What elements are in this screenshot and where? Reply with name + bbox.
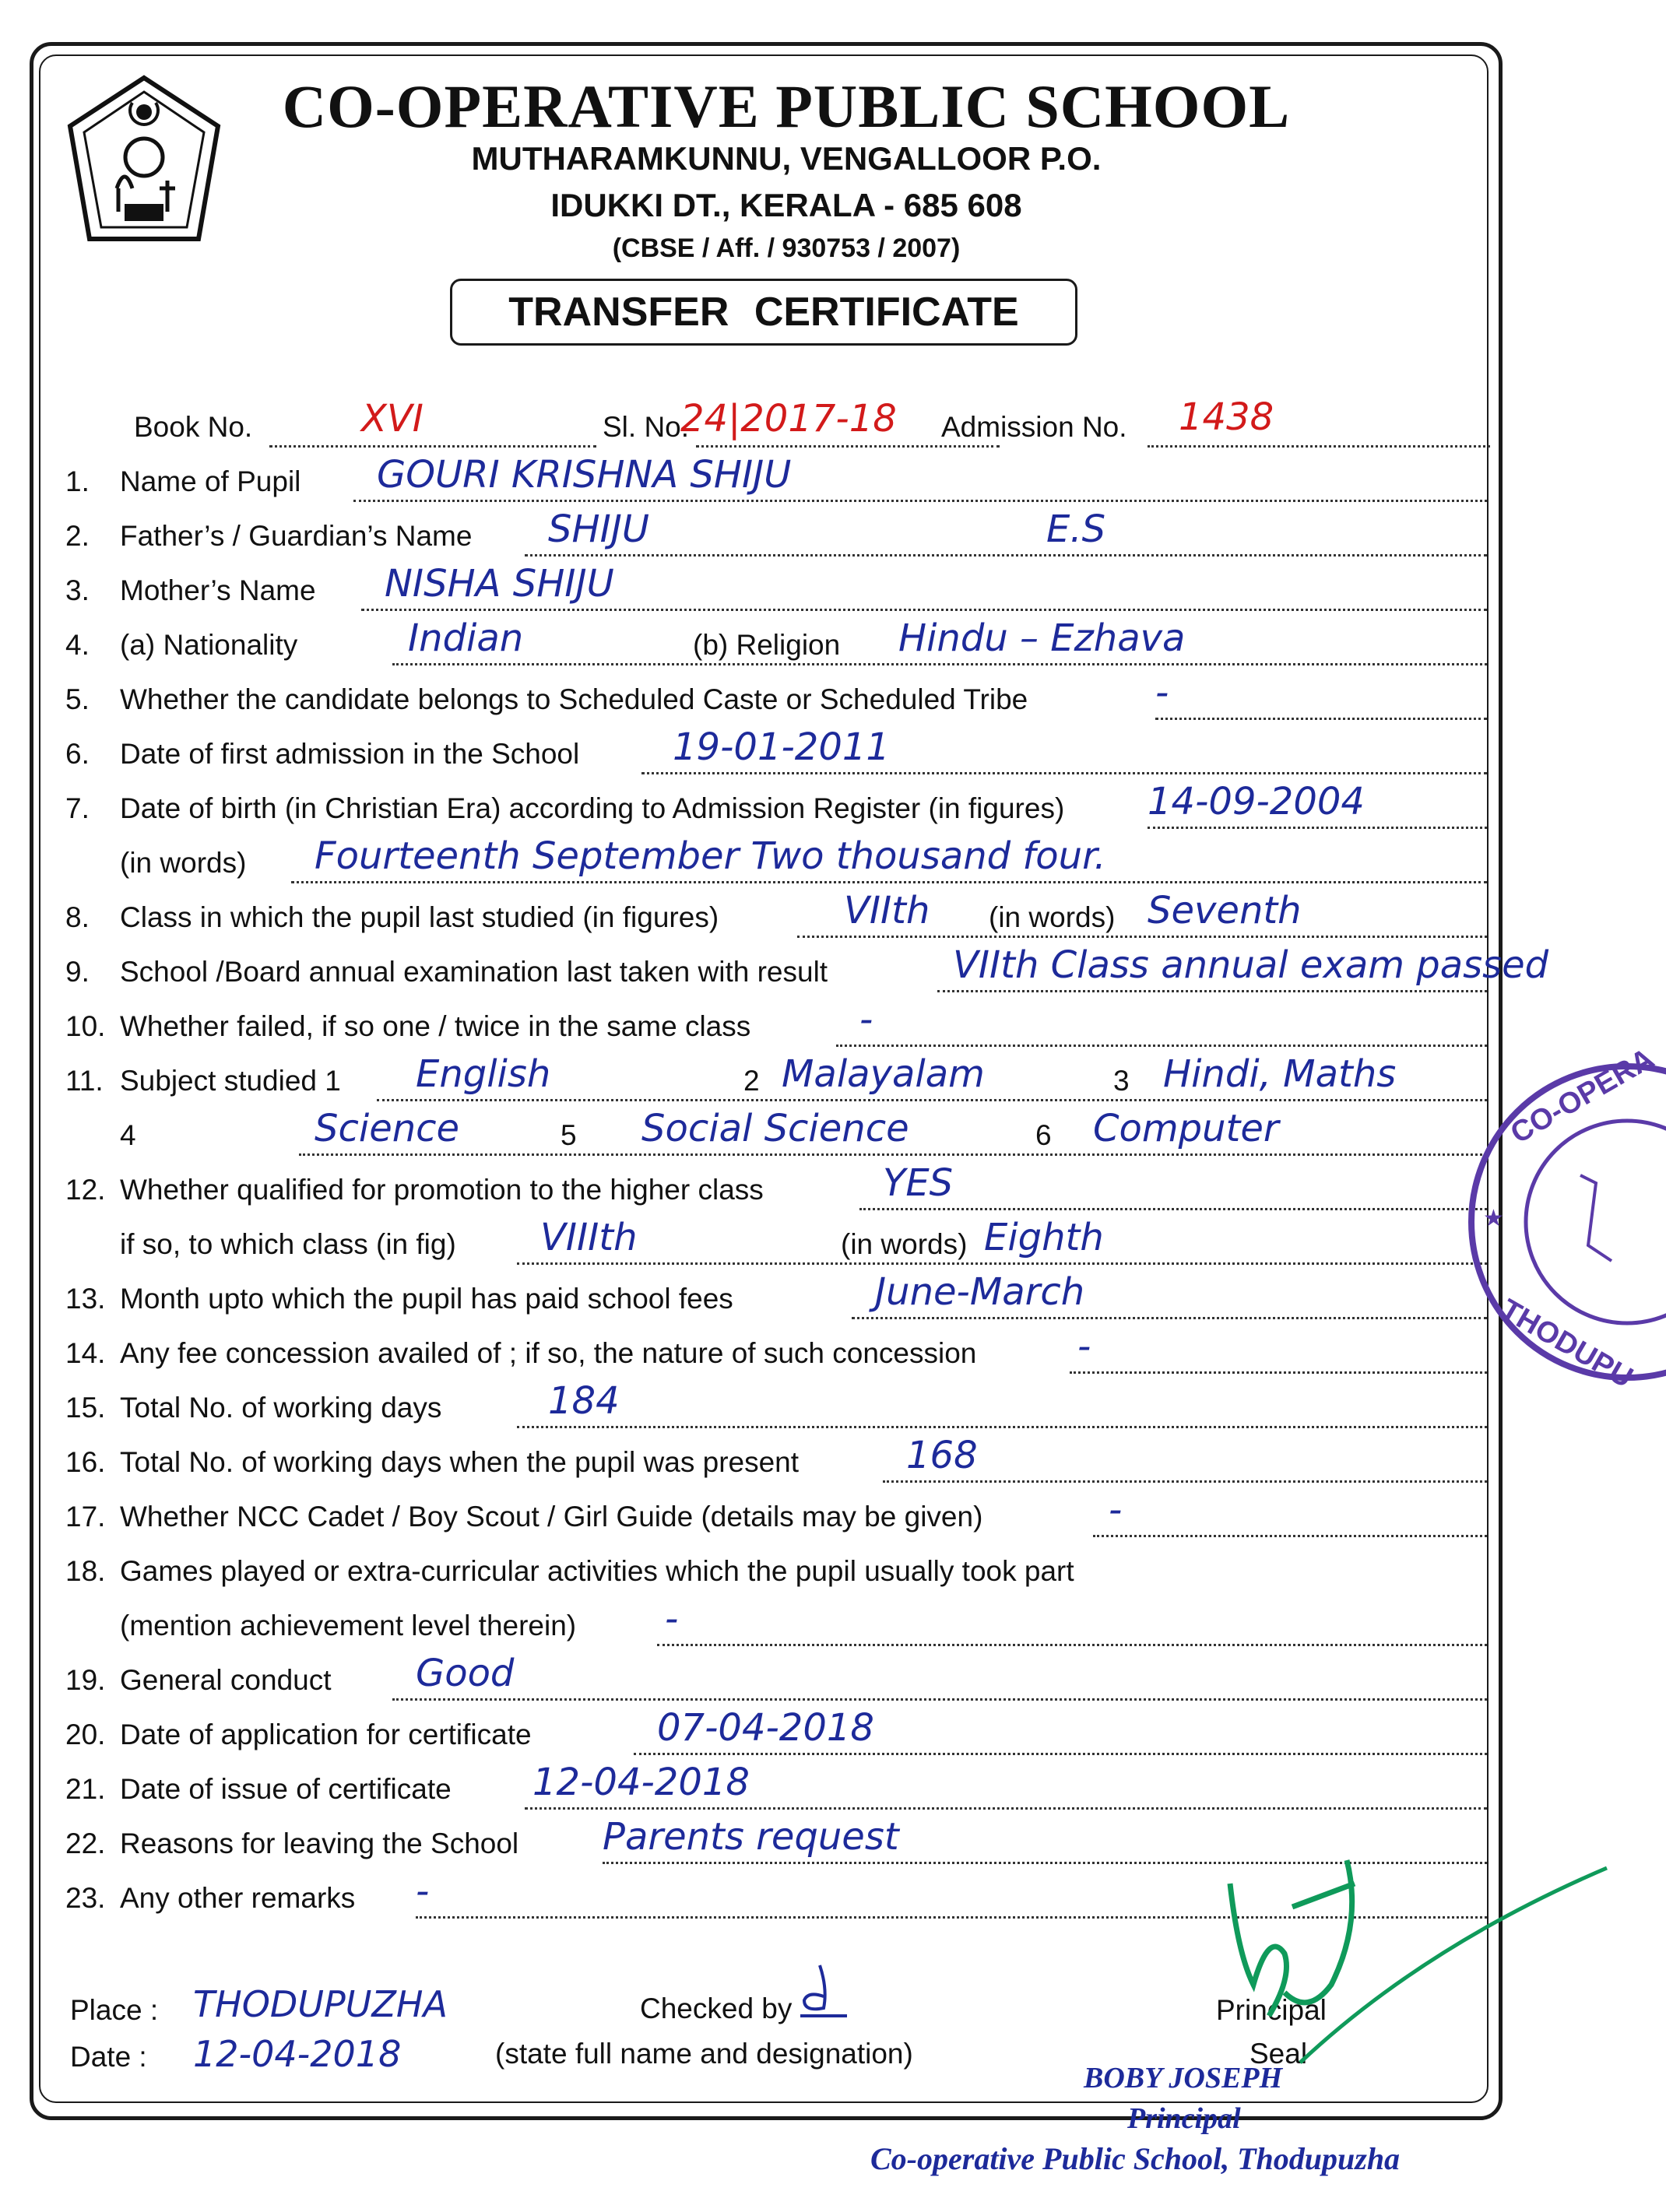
field-value: GOURI KRISHNA SHIJU	[377, 453, 792, 497]
field-value: 14-09-2004	[1148, 780, 1365, 823]
field-label: Whether the candidate belongs to Scheduled Caste or Scheduled Tribe	[120, 683, 1032, 716]
field-value-2: Malayalam	[782, 1052, 985, 1096]
field-number: 7.	[65, 792, 90, 824]
field-number: 15.	[65, 1392, 106, 1424]
field-number: 11.	[65, 1065, 104, 1097]
dotted-line	[1070, 1371, 1487, 1374]
field-number: 21.	[65, 1773, 106, 1805]
affiliation: (CBSE / Aff. / 930753 / 2007)	[612, 233, 961, 263]
field-label: Subject studied 1	[120, 1065, 346, 1097]
address-line-1: MUTHARAMKUNNU, VENGALLOOR P.O.	[471, 140, 1102, 177]
field-label: Any fee concession availed of ; if so, the nature of such concession	[120, 1337, 981, 1370]
dotted-line	[836, 1045, 1487, 1047]
field-row-6	[65, 725, 1467, 785]
field-label: Whether NCC Cadet / Boy Scout / Girl Guide (details may be given)	[120, 1501, 987, 1533]
dotted-line	[517, 1426, 1487, 1428]
field-row-10	[65, 943, 1549, 1002]
sl-no-value: 24|2017-18	[680, 397, 897, 441]
dotted-line	[1155, 718, 1487, 720]
field-number: 6.	[65, 738, 90, 770]
field-value: -	[1155, 671, 1169, 715]
field-value: -	[1109, 1488, 1123, 1532]
dotted-line	[392, 1698, 1487, 1701]
field-value: Science	[315, 1107, 460, 1150]
field-number: 8.	[65, 901, 90, 933]
place-label: Place :	[70, 1994, 159, 2026]
field-value-2: Eighth	[984, 1216, 1104, 1259]
field-number: 5.	[65, 683, 90, 715]
dotted-line	[525, 1807, 1487, 1810]
field-number: 18.	[65, 1555, 106, 1587]
field-row-1	[65, 453, 1467, 512]
field-label: General conduct	[120, 1664, 336, 1697]
field-row-14	[65, 1161, 1467, 1220]
dotted-line	[392, 663, 1487, 665]
address-line-2: IDUKKI DT., KERALA - 685 608	[550, 187, 1022, 223]
field-value: NISHA SHIJU	[385, 562, 614, 606]
dotted-line	[299, 1153, 1487, 1156]
place-value: THODUPUZHA	[193, 1983, 448, 2025]
field-label: Name of Pupil	[120, 465, 305, 498]
principal-name: BOBY JOSEPH	[1084, 2062, 1283, 2094]
field-value-3: Hindi, Maths	[1163, 1052, 1397, 1096]
field-label: 4	[120, 1119, 141, 1152]
field-label: Class in which the pupil last studied (in figures)	[120, 901, 723, 934]
field-number: 13.	[65, 1283, 106, 1315]
field-value: Good	[416, 1652, 515, 1695]
checked-by-label: Checked by	[640, 1993, 793, 2024]
field-number: 16.	[65, 1446, 106, 1478]
field-value-2: Social Science	[641, 1107, 909, 1150]
top-identifiers-row	[65, 395, 1467, 458]
dotted-line	[937, 990, 1487, 992]
field-row-19	[65, 1434, 1467, 1493]
field-label: Whether qualified for promotion to the higher class	[120, 1174, 768, 1206]
dotted-line	[852, 1317, 1487, 1319]
field-value: 168	[906, 1434, 978, 1477]
school-crest-icon	[62, 72, 226, 251]
field-row-16	[65, 1270, 1467, 1329]
field-value: -	[416, 1870, 430, 1913]
dotted-line	[797, 936, 1487, 938]
principal-signature-icon	[1191, 1852, 1607, 2055]
field-label: Total No. of working days	[120, 1392, 446, 1424]
date-value: 12-04-2018	[193, 2033, 402, 2075]
field-number: 19.	[65, 1664, 106, 1696]
dotted-line	[269, 445, 596, 448]
field-value: 07-04-2018	[657, 1706, 874, 1750]
field-value: YES	[883, 1161, 954, 1205]
field-label: Mother’s Name	[120, 574, 321, 607]
stamp-bottom-text: THODUPU	[1495, 1293, 1639, 1395]
field-number: 10.	[65, 1010, 106, 1042]
dotted-line	[291, 881, 1487, 883]
book-no-value: XVI	[361, 397, 424, 441]
field-label: (a) Nationality	[120, 629, 302, 662]
field-number: 20.	[65, 1719, 106, 1750]
document-title: TRANSFER CERTIFICATE	[450, 279, 1077, 346]
field-label: Reasons for leaving the School	[120, 1828, 523, 1860]
field-label: Date of issue of certificate	[120, 1773, 456, 1806]
field-row-21	[65, 1555, 1467, 1602]
field-label: Date of birth (in Christian Era) according to Admission Register (in figures)	[120, 792, 1069, 825]
field-label-2: (in words)	[836, 1228, 972, 1261]
school-seal-stamp	[1464, 1042, 1666, 1395]
book-no-label: Book No.	[134, 411, 253, 443]
field-number: 3.	[65, 574, 90, 606]
field-value-3: Computer	[1093, 1107, 1279, 1150]
field-value: SHIJU	[548, 507, 650, 551]
field-number: 12.	[65, 1174, 106, 1206]
field-number: 22.	[65, 1828, 106, 1859]
field-row-17	[65, 1325, 1467, 1384]
field-label: Date of application for certificate	[120, 1719, 536, 1751]
dotted-line	[353, 500, 1487, 502]
field-value: June-March	[875, 1270, 1085, 1314]
field-label: Any other remarks	[120, 1882, 360, 1915]
field-row-22	[65, 1597, 1467, 1656]
field-label: Month upto which the pupil has paid school fees	[120, 1283, 738, 1315]
field-value: Indian	[408, 616, 524, 660]
stamp-top-text: CO-OPERA	[1505, 1042, 1660, 1150]
field-row-25	[65, 1761, 1467, 1820]
field-value: 184	[548, 1379, 620, 1423]
field-label-3: 3	[1109, 1065, 1134, 1097]
field-number: 17.	[65, 1501, 106, 1533]
svg-text:★: ★	[1483, 1205, 1504, 1232]
admission-no-label: Admission No.	[941, 411, 1127, 443]
dotted-line	[634, 1753, 1487, 1755]
field-value: VIIth	[844, 889, 930, 932]
field-label: (in words)	[120, 847, 251, 880]
checked-by-note: (state full name and designation)	[495, 2038, 913, 2070]
field-number: 23.	[65, 1882, 106, 1914]
dotted-line	[517, 1262, 1487, 1265]
field-value: -	[1077, 1325, 1091, 1368]
principal-title: Principal	[1127, 2102, 1241, 2135]
field-row-23	[65, 1652, 1467, 1711]
field-value-2: E.S	[1046, 507, 1106, 551]
field-value: VIIIth	[540, 1216, 638, 1259]
field-value-2: Seventh	[1148, 889, 1302, 932]
field-row-12	[65, 1052, 1467, 1111]
principal-organization: Co-operative Public School, Thodupuzha	[870, 2141, 1401, 2176]
field-row-9	[65, 889, 1467, 948]
checked-by-initial-icon	[793, 1961, 855, 2024]
field-label-3: 6	[1031, 1119, 1056, 1152]
field-label: if so, to which class (in fig)	[120, 1228, 461, 1261]
field-label: Date of first admission in the School	[120, 738, 584, 771]
field-row-5	[65, 671, 1467, 730]
dotted-line	[1148, 827, 1487, 829]
field-label-2: (in words)	[984, 901, 1119, 934]
dotted-line	[1148, 445, 1490, 448]
dotted-line	[883, 1480, 1487, 1483]
field-number: 9.	[65, 956, 90, 988]
field-row-3	[65, 562, 1467, 621]
field-label: Games played or extra-curricular activities which the pupil usually took part	[120, 1555, 1079, 1588]
seal-label: Seal	[1250, 2038, 1308, 2070]
field-number: 14.	[65, 1337, 106, 1369]
field-number: 2.	[65, 520, 90, 552]
field-value: English	[416, 1052, 551, 1096]
field-row-2	[65, 507, 1467, 567]
dotted-line	[641, 772, 1487, 774]
field-label: School /Board annual examination last taken with result	[120, 956, 832, 988]
field-row-8	[65, 834, 1467, 894]
field-value: 12-04-2018	[532, 1761, 750, 1804]
field-value: Parents request	[603, 1815, 899, 1859]
field-label-2: (b) Religion	[688, 629, 845, 662]
field-number: 4.	[65, 629, 90, 661]
field-value: 19-01-2011	[673, 725, 890, 769]
principal-label: Principal	[1216, 1994, 1327, 2026]
field-value-2: Hindu – Ezhava	[898, 616, 1186, 660]
field-label: Father’s / Guardian’s Name	[120, 520, 476, 553]
dotted-line	[657, 1644, 1487, 1646]
field-label: (mention achievement level therein)	[120, 1610, 581, 1642]
date-label: Date :	[70, 2041, 147, 2073]
field-label: Whether failed, if so one / twice in the same class	[120, 1010, 755, 1043]
field-row-7	[65, 780, 1467, 839]
field-value: -	[665, 1597, 679, 1641]
dotted-line	[1093, 1535, 1487, 1537]
dotted-line	[859, 1208, 1487, 1210]
sl-no-label: Sl. No.	[603, 411, 690, 443]
field-row-18	[65, 1379, 1467, 1438]
field-number: 1.	[65, 465, 90, 497]
admission-no-value: 1438	[1179, 395, 1274, 439]
dotted-line	[696, 445, 1000, 448]
field-row-15	[65, 1216, 1467, 1275]
field-value: Fourteenth September Two thousand four.	[315, 834, 1106, 878]
field-label-2: 2	[739, 1065, 764, 1097]
field-row-24	[65, 1706, 1467, 1765]
field-row-4	[65, 616, 1467, 676]
field-row-11	[65, 998, 1467, 1057]
field-label-2: 5	[556, 1119, 582, 1152]
school-name: CO-OPERATIVE PUBLIC SCHOOL	[282, 72, 1291, 140]
dotted-line	[525, 554, 1487, 557]
field-row-20	[65, 1488, 1467, 1547]
field-value: -	[859, 998, 873, 1041]
dotted-line	[361, 609, 1487, 611]
field-label: Total No. of working days when the pupil was present	[120, 1446, 803, 1479]
field-value: VIIth Class annual exam passed	[953, 943, 1549, 987]
field-row-13	[65, 1107, 1467, 1166]
dotted-line	[377, 1099, 1487, 1101]
